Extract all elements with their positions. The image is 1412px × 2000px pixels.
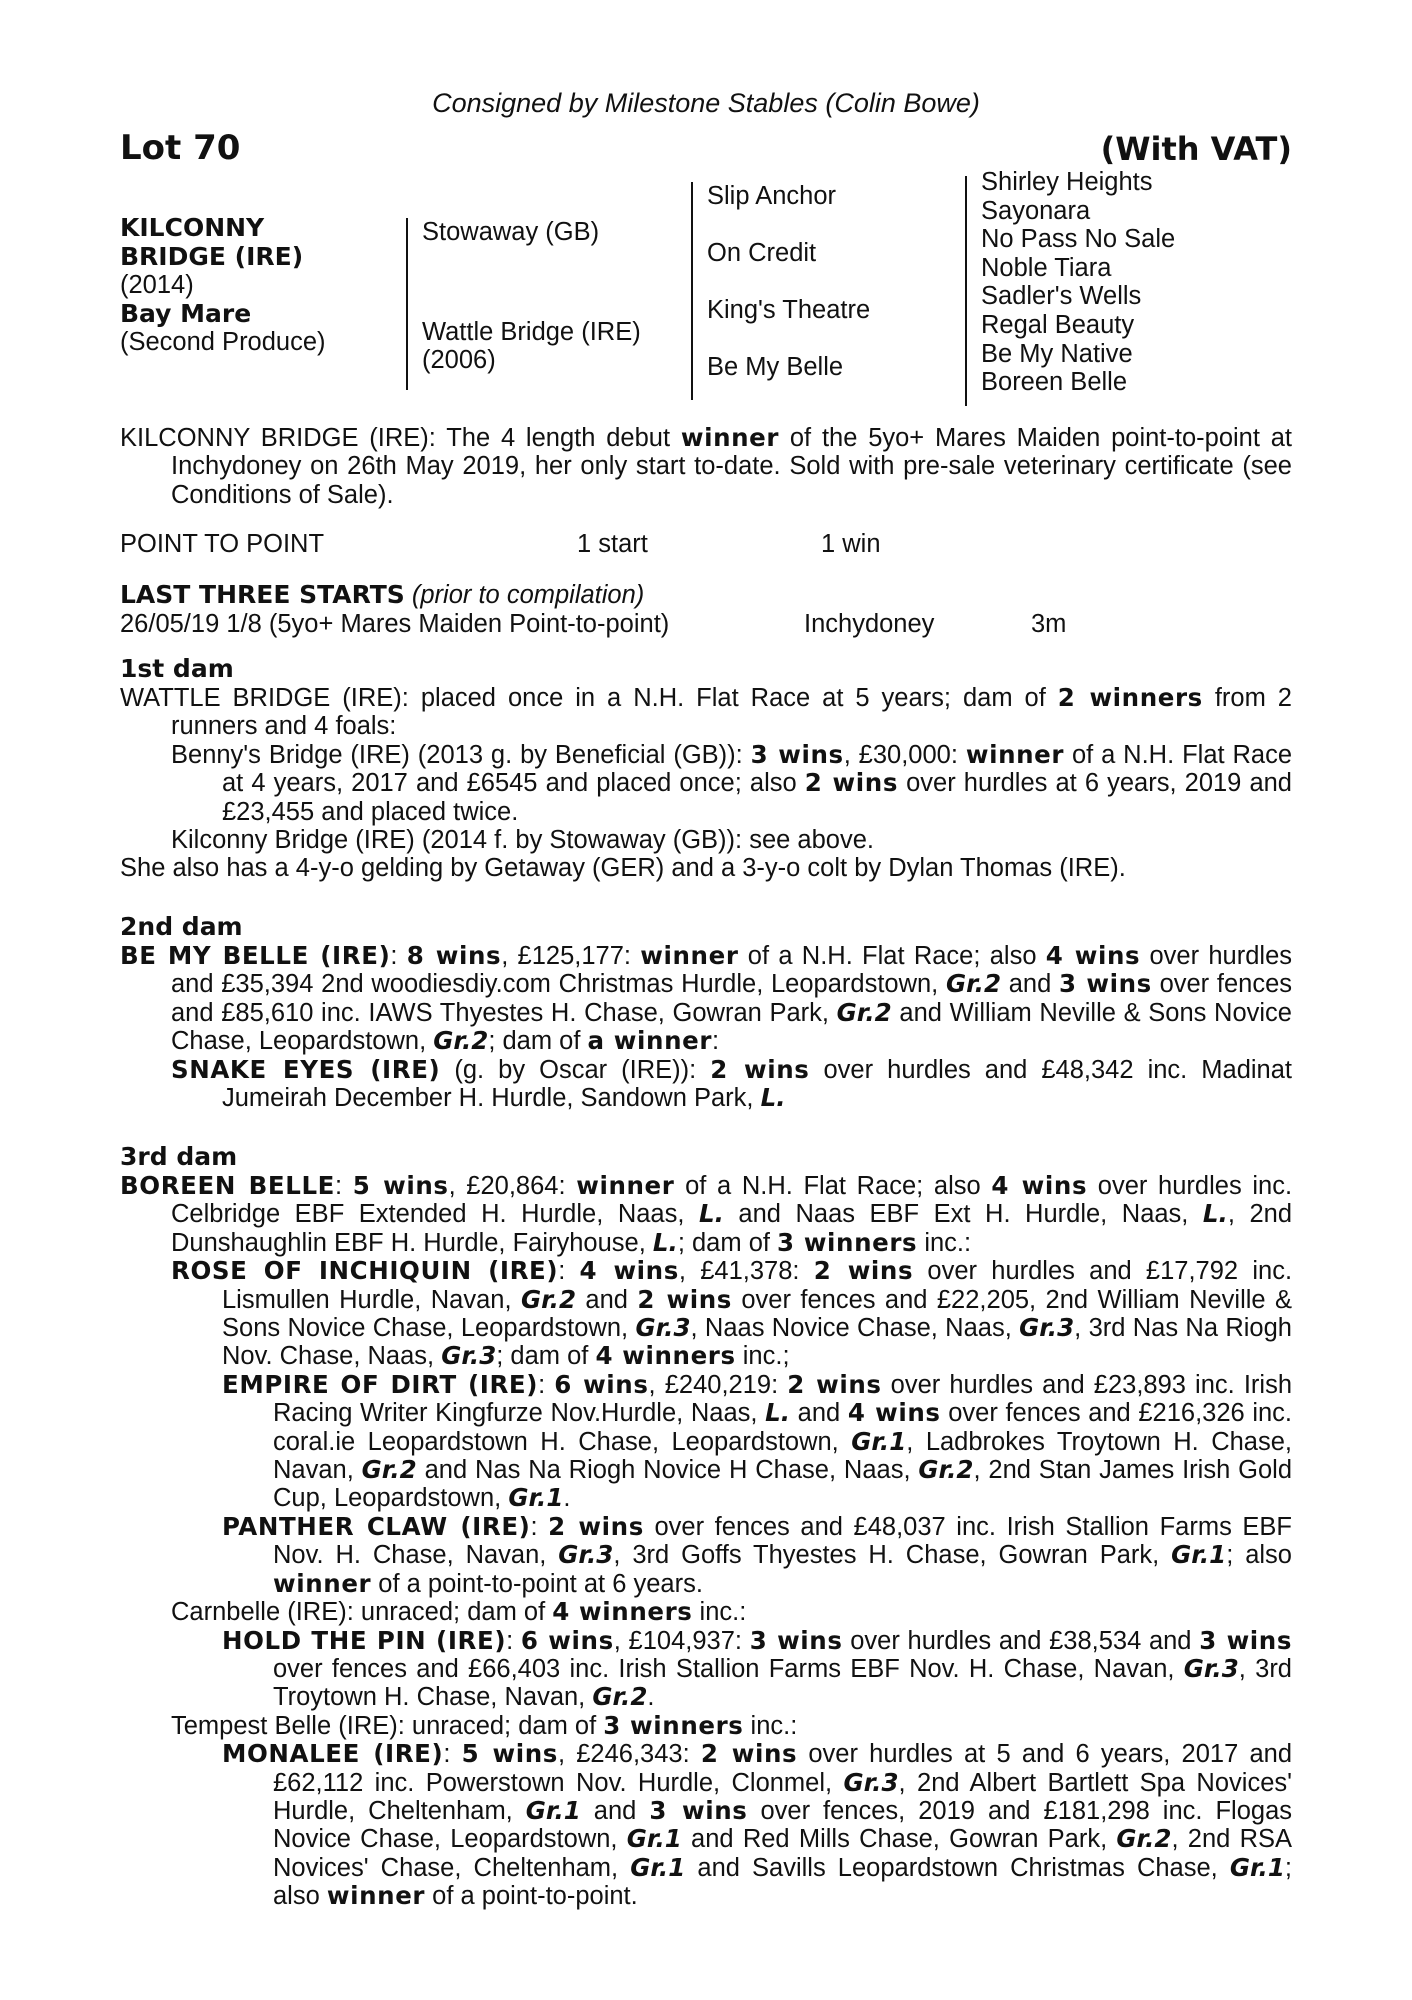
produce-bennys-bridge: Benny's Bridge (IRE) (2013 g. by Beneficial (GB)): 3 wins, £30,000: winner of a N.H. Flat Race at 4 years, 2017 and £6545 and placed once; also 2 wins over hurdles at 6 years, 2019 and £23,455 and placed twice. <box>171 739 1293 826</box>
third-dam-summary: BOREEN BELLE: 5 wins, £20,864: winner of a N.H. Flat Race; also 4 wins over hurdles inc. Celbridge EBF Extended H. Hurdle, Naas, L. and Naas EBF Ext H. Hurdle, Naas, L., 2nd Dunshaughlin EBF H. Hurdle, Fairyhouse, L.; dam of 3 winners inc.: <box>120 1171 1293 1257</box>
horse-sex: Bay Mare <box>120 298 252 328</box>
intro-paragraph: KILCONNY BRIDGE (IRE): The 4 length debut winner of the 5yo+ Mares Maiden point-to-point at Inchydoney on 26th May 2019, her only start to-date. Sold with pre-sale veterinary certificate (see Conditions of Sale). <box>120 423 1293 509</box>
last-three-title: LAST THREE STARTS <box>120 580 405 609</box>
produce-kilconny-bridge: Kilconny Bridge (IRE) (2014 f. by Stowaway (GB)): see above. <box>171 826 874 855</box>
first-dam-summary: WATTLE BRIDGE (IRE): placed once in a N.H. Flat Race at 5 years; dam of 2 winners from 2 runners and 4 foals: <box>120 683 1292 741</box>
horse-year: (2014) <box>120 271 194 299</box>
second-dam-title: 2nd dam <box>120 912 243 941</box>
second-dam-section <box>120 912 1292 1112</box>
granddam-maternal: Be My Belle <box>707 353 844 381</box>
horse-name-line2: BRIDGE (IRE) <box>120 241 304 271</box>
sire: Stowaway (GB) <box>422 218 600 246</box>
last-three-starts <box>120 580 1292 640</box>
produce-snake-eyes: SNAKE EYES (IRE) (g. by Oscar (IRE)): 2 wins over hurdles and £48,342 inc. Madinat Jumeirah December H. Hurdle, Sandown Park, L. <box>171 1054 1293 1113</box>
produce-monalee: MONALEE (IRE): 5 wins, £246,343: 2 wins over hurdles at 5 and 6 years, 2017 and £62,112 inc. Powerstown Nov. Hurdle, Clonmel, Gr.3, 2nd Albert Bartlett Spa Novices' Hurdle, Cheltenham, Gr.1 and 3 wins over fences, 2019 and £181,298 inc. Flogas Novice Chase, Leopardstown, Gr.1 and Red Mills Chase, Gowran Park, Gr.2, 2nd RSA Novices' Chase, Cheltenham, Gr.1 and Savills Leopardstown Christmas Chase, Gr.1; also winner of a point-to-point. <box>222 1739 1293 1911</box>
ggp-3: No Pass No Sale <box>981 225 1176 254</box>
record-wins: 1 win <box>821 530 881 558</box>
sire-dam-column <box>406 218 641 390</box>
pedigree-table <box>120 168 1292 406</box>
third-dam-title: 3rd dam <box>120 1142 238 1171</box>
first-dam-other-produce: She also has a 4-y-o gelding by Getaway (GER) and a 3-y-o colt by Dylan Thomas (IRE). <box>120 854 1126 883</box>
granddam-paternal: On Credit <box>707 239 817 267</box>
start-distance: 3m <box>1031 610 1067 638</box>
horse-produce: (Second Produce) <box>120 328 326 356</box>
first-dam-section <box>120 654 1292 883</box>
vat-note: (With VAT) <box>1100 130 1292 168</box>
grandsire-paternal: Slip Anchor <box>707 182 836 210</box>
intro-section <box>120 424 1292 509</box>
great-grandparents-column <box>965 168 1176 406</box>
produce-hold-the-pin: HOLD THE PIN (IRE): 6 wins, £104,937: 3 wins over hurdles and £38,534 and 3 wins over fences and £66,403 inc. Irish Stallion Farms EBF Nov. H. Chase, Navan, Gr.3, 3rd Troytown H. Chase, Navan, Gr.2. <box>222 1625 1293 1712</box>
ggp-4: Noble Tiara <box>981 253 1112 282</box>
third-dam-section <box>120 1142 1292 1911</box>
lot-number: Lot 70 <box>120 128 241 168</box>
last-three-subtitle: (prior to compilation) <box>411 581 645 609</box>
first-dam-title: 1st dam <box>120 654 234 683</box>
horse-name-line1: KILCONNY <box>120 213 265 242</box>
consignor-line: Consigned by Milestone Stables (Colin Bowe) <box>432 88 980 118</box>
race-record <box>120 530 1292 560</box>
start-course: Inchydoney <box>804 610 935 638</box>
horse-details <box>120 214 326 357</box>
ggp-5: Sadler's Wells <box>981 282 1142 311</box>
second-dam-summary: BE MY BELLE (IRE): 8 wins, £125,177: winner of a N.H. Flat Race; also 4 wins over hurdles and £35,394 2nd woodiesdiy.com Christmas Hurdle, Leopardstown, Gr.2 and 3 wins over fences and £85,610 inc. IAWS Thyestes H. Chase, Gowran Park, Gr.2 and William Neville & Sons Novice Chase, Leopardstown, Gr.2; dam of a winner: <box>120 941 1293 1056</box>
produce-tempest-belle: Tempest Belle (IRE): unraced; dam of 3 winners inc.: <box>171 1710 798 1740</box>
produce-empire-of-dirt: EMPIRE OF DIRT (IRE): 6 wins, £240,219: 2 wins over hurdles and £23,893 inc. Irish Racing Writer Kingfurze Nov.Hurdle, Naas, L. and 4 wins over fences and £216,326 inc. coral.ie Leopardstown H. Chase, Leopardstown, Gr.1, Ladbrokes Troytown H. Chase, Navan, Gr.2 and Nas Na Riogh Novice H Chase, Naas, Gr.2, 2nd Stan James Irish Gold Cup, Leopardstown, Gr.1. <box>222 1369 1293 1513</box>
produce-panther-claw: PANTHER CLAW (IRE): 2 wins over fences and £48,037 inc. Irish Stallion Farms EBF Nov. H. Chase, Navan, Gr.3, 3rd Goffs Thyestes H. Chase, Gowran Park, Gr.1; also winner of a point-to-point at 6 years. <box>222 1511 1293 1598</box>
produce-carnbelle: Carnbelle (IRE): unraced; dam of 4 winners inc.: <box>171 1597 747 1627</box>
ggp-7: Be My Native <box>981 339 1133 368</box>
produce-rose-of-inchiquin: ROSE OF INCHIQUIN (IRE): 4 wins, £41,378: 2 wins over hurdles and £17,792 inc. Lismullen Hurdle, Navan, Gr.2 and 2 wins over fences and £22,205, 2nd William Neville & Sons Novice Chase, Leopardstown, Gr.3, Naas Novice Chase, Naas, Gr.3, 3rd Nas Na Riogh Nov. Chase, Naas, Gr.3; dam of 4 winners inc.; <box>171 1256 1293 1371</box>
catalogue-page <box>120 0 1292 2000</box>
record-starts: 1 start <box>577 530 648 558</box>
ggp-2: Sayonara <box>981 196 1091 225</box>
ggp-8: Boreen Belle <box>981 368 1128 397</box>
dam: Wattle Bridge (IRE) <box>422 318 641 346</box>
ggp-1: Shirley Heights <box>981 168 1153 196</box>
start-date-position: 26/05/19 1/8 (5yo+ Mares Maiden Point-to-point) <box>120 610 670 638</box>
grandparents-column <box>691 182 871 400</box>
grandsire-maternal: King's Theatre <box>707 296 871 324</box>
dam-year: (2006) <box>422 346 496 374</box>
record-label: POINT TO POINT <box>120 530 325 558</box>
ggp-6: Regal Beauty <box>981 311 1135 339</box>
